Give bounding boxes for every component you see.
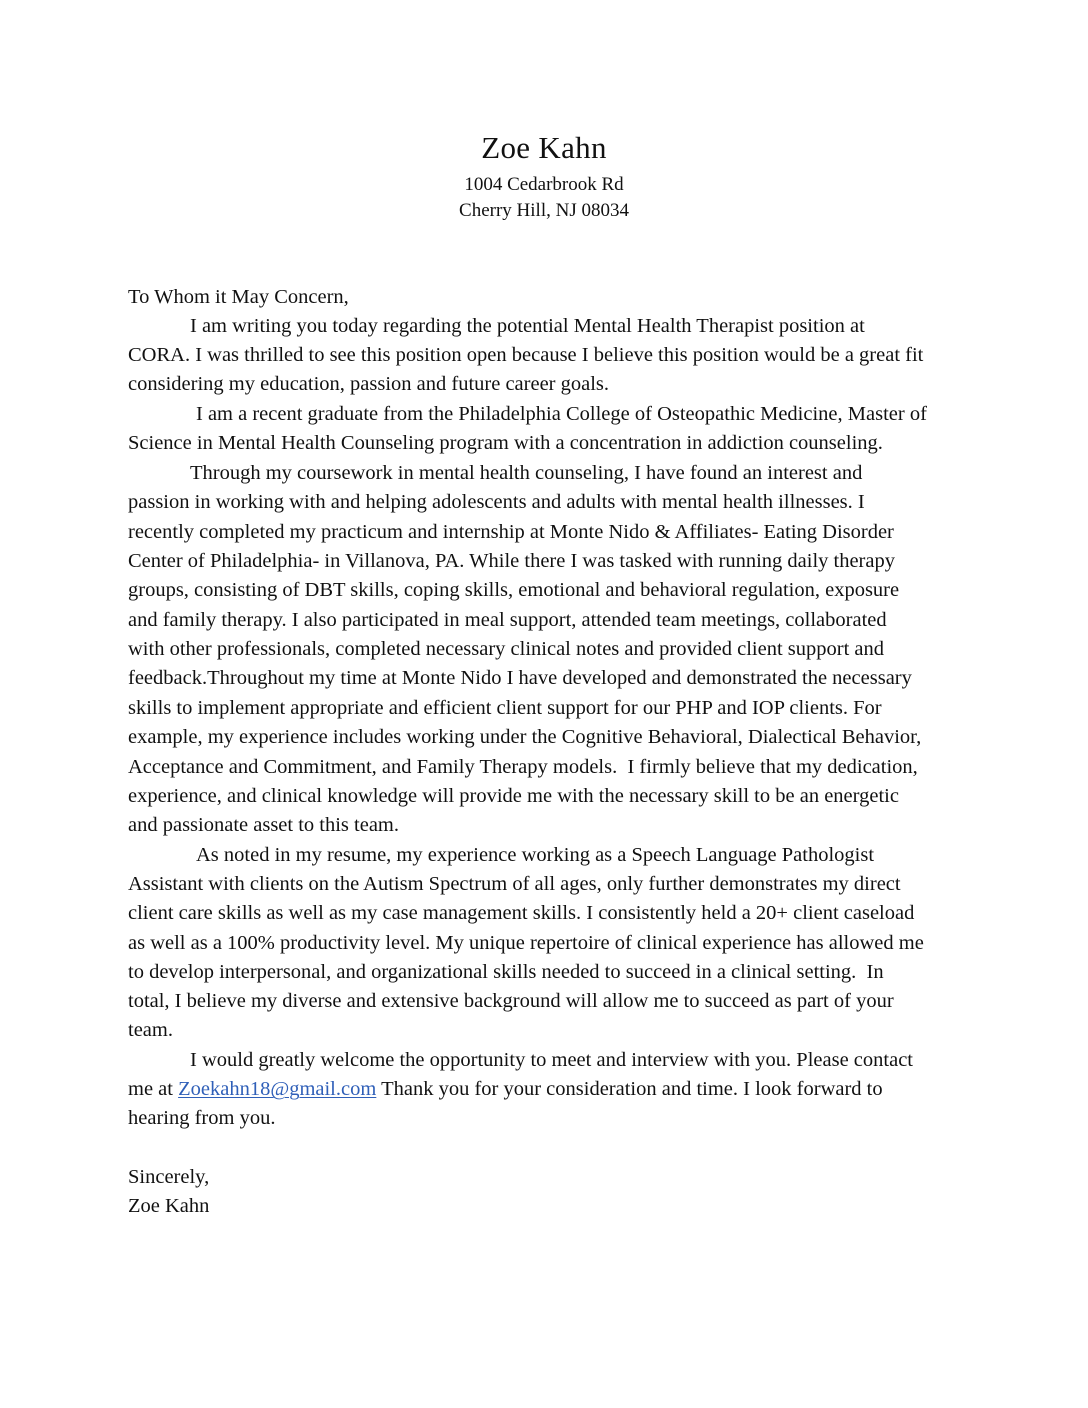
closing: Sincerely, bbox=[128, 1166, 210, 1188]
paragraph-line: Acceptance and Commitment, and Family Therapy models. I firmly believe that my dedication, bbox=[128, 756, 918, 778]
paragraph-line: example, my experience includes working under the Cognitive Behavioral, Dialectical Behavior, bbox=[128, 726, 922, 748]
signature-name: Zoe Kahn bbox=[128, 1195, 210, 1217]
paragraph-line: Assistant with clients on the Autism Spectrum of all ages, only further demonstrates my direct bbox=[128, 873, 901, 895]
sender-address-city: Cherry Hill, NJ 08034 bbox=[459, 200, 629, 221]
email-prefix-text: me at bbox=[128, 1078, 179, 1100]
paragraph-line: and family therapy. I also participated in meal support, attended team meetings, collaborated bbox=[128, 609, 887, 631]
sender-name: Zoe Kahn bbox=[481, 130, 607, 165]
paragraph-line: groups, consisting of DBT skills, coping skills, emotional and behavioral regulation, exposure bbox=[128, 579, 900, 601]
paragraph-line: Through my coursework in mental health counseling, I have found an interest and bbox=[190, 462, 863, 484]
email-suffix-text: Thank you for your consideration and time. I look forward to bbox=[376, 1078, 883, 1100]
paragraph-line: client care skills as well as my case management skills. I consistently held a 20+ client caseload bbox=[128, 902, 915, 924]
paragraph-line: with other professionals, completed necessary clinical notes and provided client support and bbox=[128, 638, 885, 660]
paragraph-line: skills to implement appropriate and efficient client support for our PHP and IOP clients. For bbox=[128, 697, 882, 719]
paragraph-line-with-email bbox=[128, 1075, 883, 1104]
salutation: To Whom it May Concern, bbox=[128, 286, 349, 308]
paragraph-line: recently completed my practicum and internship at Monte Nido & Affiliates- Eating Disorder bbox=[128, 521, 894, 543]
paragraph-line: and passionate asset to this team. bbox=[128, 814, 399, 836]
paragraph-line: CORA. I was thrilled to see this position open because I believe this position would be a great fit bbox=[128, 344, 924, 366]
sender-address-street: 1004 Cedarbrook Rd bbox=[464, 174, 624, 195]
paragraph-line: I am a recent graduate from the Philadelphia College of Osteopathic Medicine, Master of bbox=[196, 403, 927, 425]
paragraph-line: experience, and clinical knowledge will provide me with the necessary skill to be an energetic bbox=[128, 785, 899, 807]
paragraph-line: As noted in my resume, my experience working as a Speech Language Pathologist bbox=[196, 844, 875, 866]
paragraph-line: feedback.Throughout my time at Monte Nido I have developed and demonstrated the necessary bbox=[128, 667, 912, 689]
paragraph-line: to develop interpersonal, and organizational skills needed to succeed in a clinical setting. In bbox=[128, 961, 884, 983]
email-link[interactable]: Zoekahn18@gmail.com bbox=[178, 1078, 377, 1100]
paragraph-line: Science in Mental Health Counseling program with a concentration in addiction counseling. bbox=[128, 432, 883, 454]
paragraph-line: team. bbox=[128, 1019, 173, 1041]
paragraph-line: hearing from you. bbox=[128, 1107, 276, 1129]
paragraph-line: passion in working with and helping adolescents and adults with mental health illnesses. I bbox=[128, 491, 865, 513]
paragraph-line: total, I believe my diverse and extensive background will allow me to succeed as part of your bbox=[128, 990, 894, 1012]
paragraph-line: I am writing you today regarding the potential Mental Health Therapist position at bbox=[190, 315, 865, 337]
paragraph-line: as well as a 100% productivity level. My unique repertoire of clinical experience has allowed me bbox=[128, 932, 924, 954]
paragraph-line: Center of Philadelphia- in Villanova, PA. While there I was tasked with running daily therapy bbox=[128, 550, 895, 572]
paragraph-line: considering my education, passion and future career goals. bbox=[128, 373, 610, 395]
paragraph-line: I would greatly welcome the opportunity to meet and interview with you. Please contact bbox=[190, 1049, 913, 1071]
